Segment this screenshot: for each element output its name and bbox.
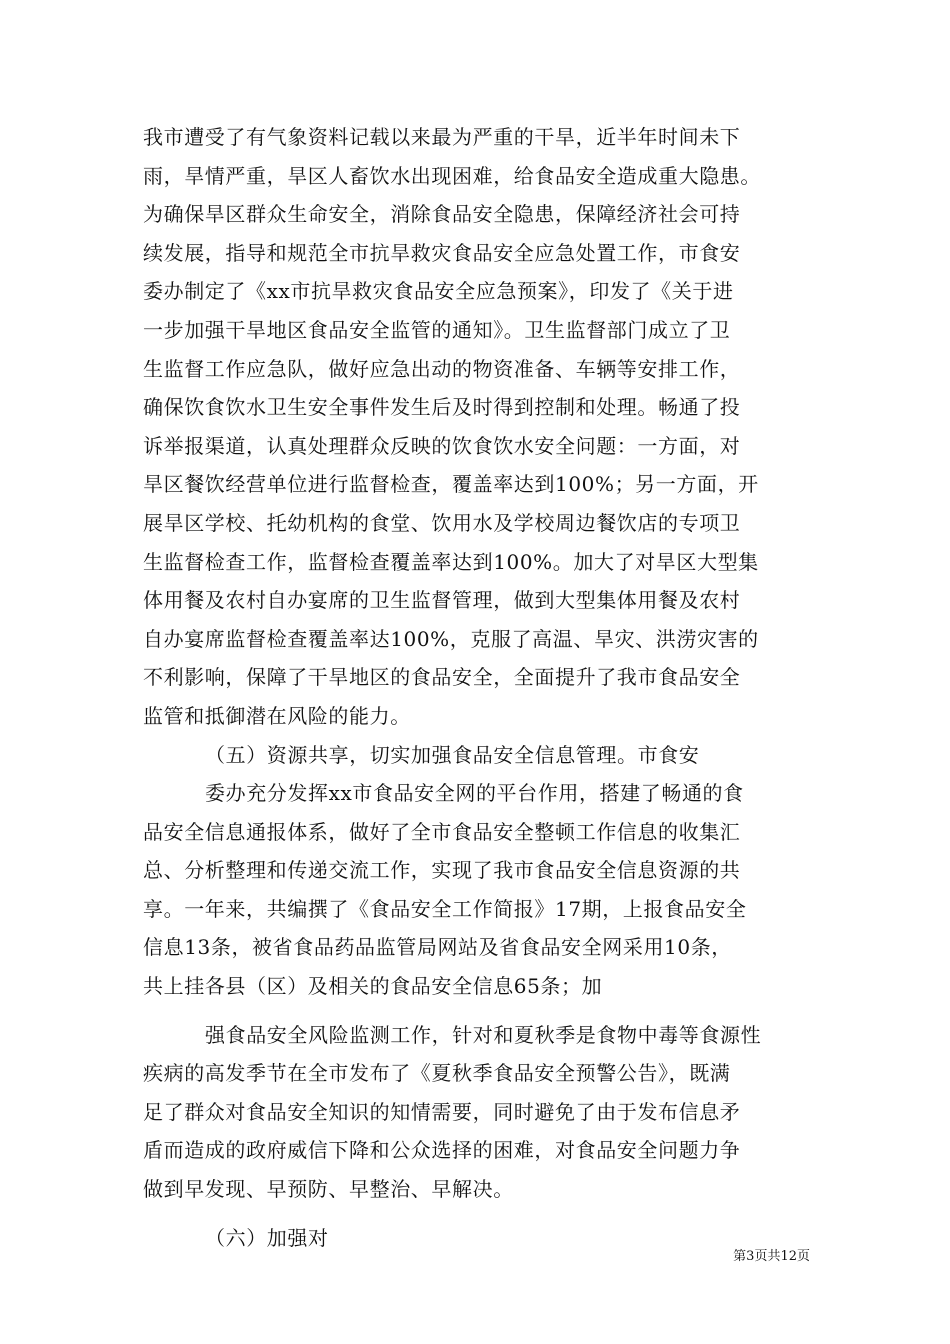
text-line: 不利影响，保障了干旱地区的食品安全，全面提升了我市食品安全 (143, 665, 741, 690)
text-line: 续发展，指导和规范全市抗旱救灾食品安全应急处置工作，市食安 (143, 240, 741, 265)
text-line: 委办制定了《xx市抗旱救灾食品安全应急预案》，印发了《关于进 (143, 279, 734, 304)
text-line: 生监督检查工作，监督检查覆盖率达到100%。加大了对旱区大型集 (143, 549, 759, 574)
text-line: 足了群众对食品安全知识的知情需要，同时避免了由于发布信息矛 (143, 1099, 741, 1124)
text-line: 我市遭受了有气象资料记载以来最为严重的干旱，近半年时间未下 (143, 125, 741, 149)
text-line: 为确保旱区群众生命安全，消除食品安全隐患，保障经济社会可持 (143, 202, 741, 227)
text-line: 共上挂各县（区）及相关的食品安全信息65条；加 (143, 974, 603, 999)
text-line: 旱区餐饮经营单位进行监督检查，覆盖率达到100%；另一方面，开 (143, 472, 759, 497)
document-body (143, 118, 823, 1257)
text-line: 享。一年来，共编撰了《食品安全工作简报》17期，上报食品安全 (143, 896, 747, 921)
text-line: 委办充分发挥xx市食品安全网的平台作用，搭建了畅通的食 (205, 781, 744, 806)
paragraph-p2 (143, 736, 823, 775)
text-line: 盾而造成的政府威信下降和公众选择的困难，对食品安全问题力争 (143, 1138, 741, 1163)
paragraph-p1 (143, 118, 823, 736)
page-number-footer: 第3页共12页 (733, 1249, 810, 1264)
text-line: 自办宴席监督检查覆盖率达100%，克服了高温、旱灾、洪涝灾害的 (143, 626, 759, 651)
paragraph-p3 (143, 774, 823, 1006)
text-line: 确保饮食饮水卫生安全事件发生后及时得到控制和处理。畅通了投 (143, 395, 741, 420)
text-line: 品安全信息通报体系，做好了全市食品安全整顿工作信息的收集汇 (143, 819, 741, 844)
text-line: 监管和抵御潜在风险的能力。 (143, 703, 411, 728)
text-line: （六）加强对 (205, 1225, 329, 1250)
text-line: 做到早发现、早预防、早整治、早解决。 (143, 1177, 514, 1202)
text-line: 强食品安全风险监测工作，针对和夏秋季是食物中毒等食源性 (205, 1022, 762, 1047)
text-line: 诉举报渠道，认真处理群众反映的饮食饮水安全问题：一方面，对 (143, 433, 741, 458)
text-line: 一步加强干旱地区食品安全监管的通知》。卫生监督部门成立了卫 (143, 317, 731, 342)
text-line: 总、分析整理和传递交流工作，实现了我市食品安全信息资源的共 (143, 858, 741, 883)
text-line: （五）资源共享，切实加强食品安全信息管理。市食安 (205, 742, 700, 767)
text-line: 展旱区学校、托幼机构的食堂、饮用水及学校周边餐饮店的专项卫 (143, 510, 741, 535)
text-line: 雨，旱情严重，旱区人畜饮水出现困难，给食品安全造成重大隐患。 (143, 163, 761, 188)
paragraph-p4 (143, 1016, 823, 1209)
text-line: 疾病的高发季节在全市发布了《夏秋季食品安全预警公告》，既满 (143, 1061, 731, 1086)
text-line: 信息13条，被省食品药品监管局网站及省食品安全网采用10条， (143, 935, 732, 960)
text-line: 生监督工作应急队，做好应急出动的物资准备、车辆等安排工作， (143, 356, 741, 381)
text-line: 体用餐及农村自办宴席的卫生监督管理，做到大型集体用餐及农村 (143, 588, 741, 613)
